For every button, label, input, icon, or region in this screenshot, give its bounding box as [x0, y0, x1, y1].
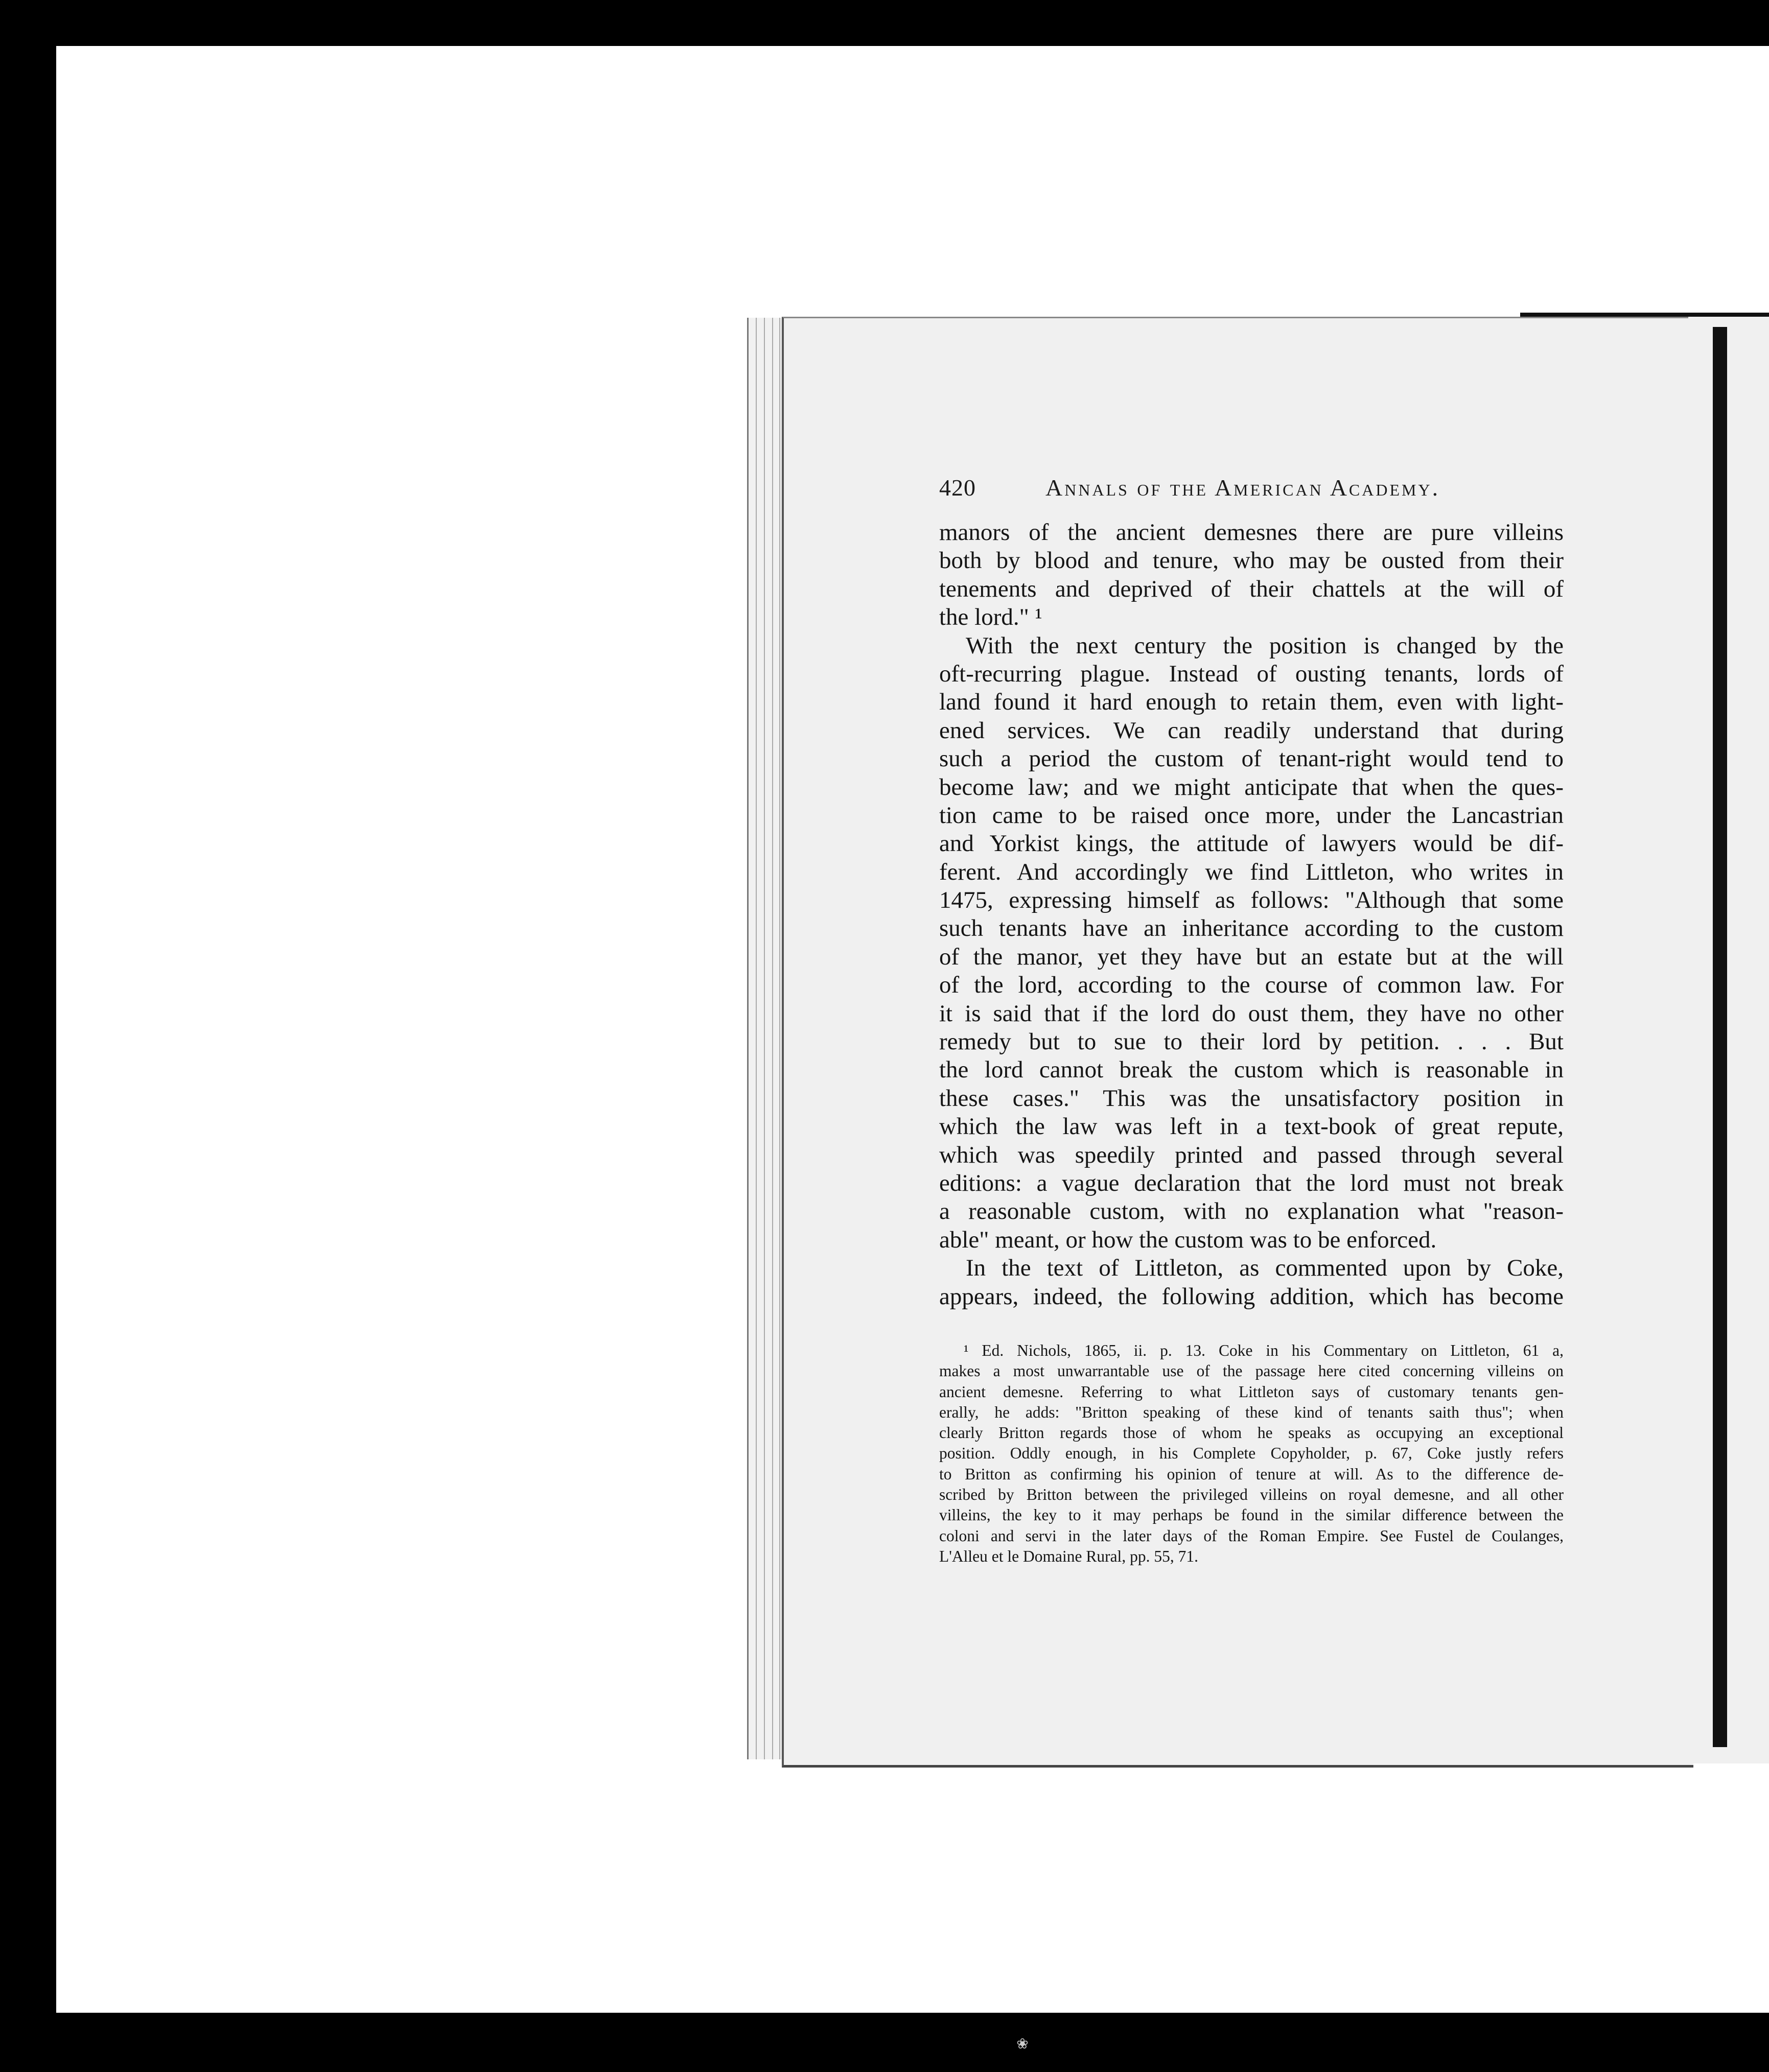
page-edge-line [764, 318, 765, 1759]
body-line: the lord." ¹ [939, 604, 1042, 631]
body-line: oft-recurring plague. Instead of ousting tenants, lords of [939, 660, 1564, 687]
footnote-line: ancient demesne. Referring to what Littleton says of customary tenants gen- [939, 1382, 1564, 1401]
body-line: and Yorkist kings, the attitude of lawyers would be dif- [939, 830, 1564, 857]
body-line: become law; and we might anticipate that when the ques- [939, 773, 1564, 800]
footnote-line: L'Alleu et le Domaine Rural, pp. 55, 71. [939, 1547, 1198, 1565]
body-line: With the next century the position is changed by the [966, 632, 1564, 659]
body-line: remedy but to sue to their lord by petition. . . . But [939, 1028, 1564, 1055]
page-edge-line [779, 318, 780, 1759]
body-text [939, 519, 1564, 1311]
body-line: such tenants have an inheritance according to the custom [939, 915, 1564, 942]
footnote-line: scribed by Britton between the privileged villeins on royal demesne, and all other [939, 1486, 1564, 1504]
body-line: tenements and deprived of their chattels at the will of [939, 575, 1564, 602]
body-line: editions: a vague declaration that the lord must not break [939, 1169, 1564, 1196]
footnote-line: clearly Britton regards those of whom he speaks as occupying an exceptional [939, 1424, 1564, 1442]
footnote-line: ¹ Ed. Nichols, 1865, ii. p. 13. Coke in his Commentary on Littleton, 61 a, [964, 1341, 1564, 1359]
body-line: ened services. We can readily understand that during [939, 717, 1564, 744]
body-line: able" meant, or how the custom was to be enforced. [939, 1226, 1437, 1253]
body-line: a reasonable custom, with no explanation what "reason- [939, 1198, 1564, 1225]
body-line: these cases." This was the unsatisfactory position in [939, 1085, 1564, 1112]
footnotes [939, 1340, 1564, 1567]
footnote-line: makes a most unwarrantable use of the passage here cited concerning villeins on [939, 1362, 1564, 1380]
body-line: manors of the ancient demesnes there are pure villeins [939, 519, 1564, 546]
body-line: of the lord, according to the course of common law. For [939, 972, 1564, 999]
page-edges-stack [747, 318, 786, 1759]
footnote-line: villeins, the key to it may perhaps be found in the similar difference between the [939, 1506, 1564, 1524]
body-line: such a period the custom of tenant-right would tend to [939, 745, 1564, 772]
page-number: 420 [939, 475, 976, 501]
body-line: both by blood and tenure, who may be ousted from their [939, 547, 1564, 574]
page-edge-line [756, 318, 757, 1759]
scan-left-edge [0, 0, 6, 2072]
body-line: the lord cannot break the custom which is reasonable in [939, 1056, 1564, 1084]
body-line: In the text of Littleton, as commented upon by Coke, [966, 1255, 1564, 1282]
body-line: appears, indeed, the following addition, which has become [939, 1283, 1564, 1310]
body-line: of the manor, yet they have but an estate but at the will [939, 943, 1564, 970]
footnote-line: coloni and servi in the later days of the Roman Empire. See Fustel de Coulanges, [939, 1526, 1564, 1545]
page-header [939, 470, 1563, 511]
body-line: tion came to be raised once more, under the Lancastrian [939, 802, 1564, 829]
body-line: it is said that if the lord do oust them, they have no other [939, 1000, 1564, 1027]
body-line: which the law was left in a text-book of great repute, [939, 1113, 1564, 1140]
facing-page-edge [1688, 317, 1769, 1763]
body-line: ferent. And accordingly we find Littleton, who writes in [939, 858, 1564, 885]
page-edge-line [772, 318, 773, 1759]
body-line: which was speedily printed and passed through several [939, 1141, 1564, 1168]
scan-blemish-icon: ❀ [1016, 2035, 1029, 2052]
footnote-line: erally, he adds: "Britton speaking of these kind of tenants saith thus"; when [939, 1403, 1564, 1421]
footnote-line: position. Oddly enough, in his Complete Copyholder, p. 67, Coke justly refers [939, 1444, 1564, 1463]
running-head: Annals of the American Academy. [1045, 475, 1440, 501]
footnote-line: to Britton as confirming his opinion of tenure at will. As to the difference de- [939, 1465, 1564, 1483]
body-line: 1475, expressing himself as follows: "Although that some [939, 887, 1564, 914]
gutter-shadow [1713, 327, 1727, 1747]
body-line: land found it hard enough to retain them, even with light- [939, 689, 1564, 716]
